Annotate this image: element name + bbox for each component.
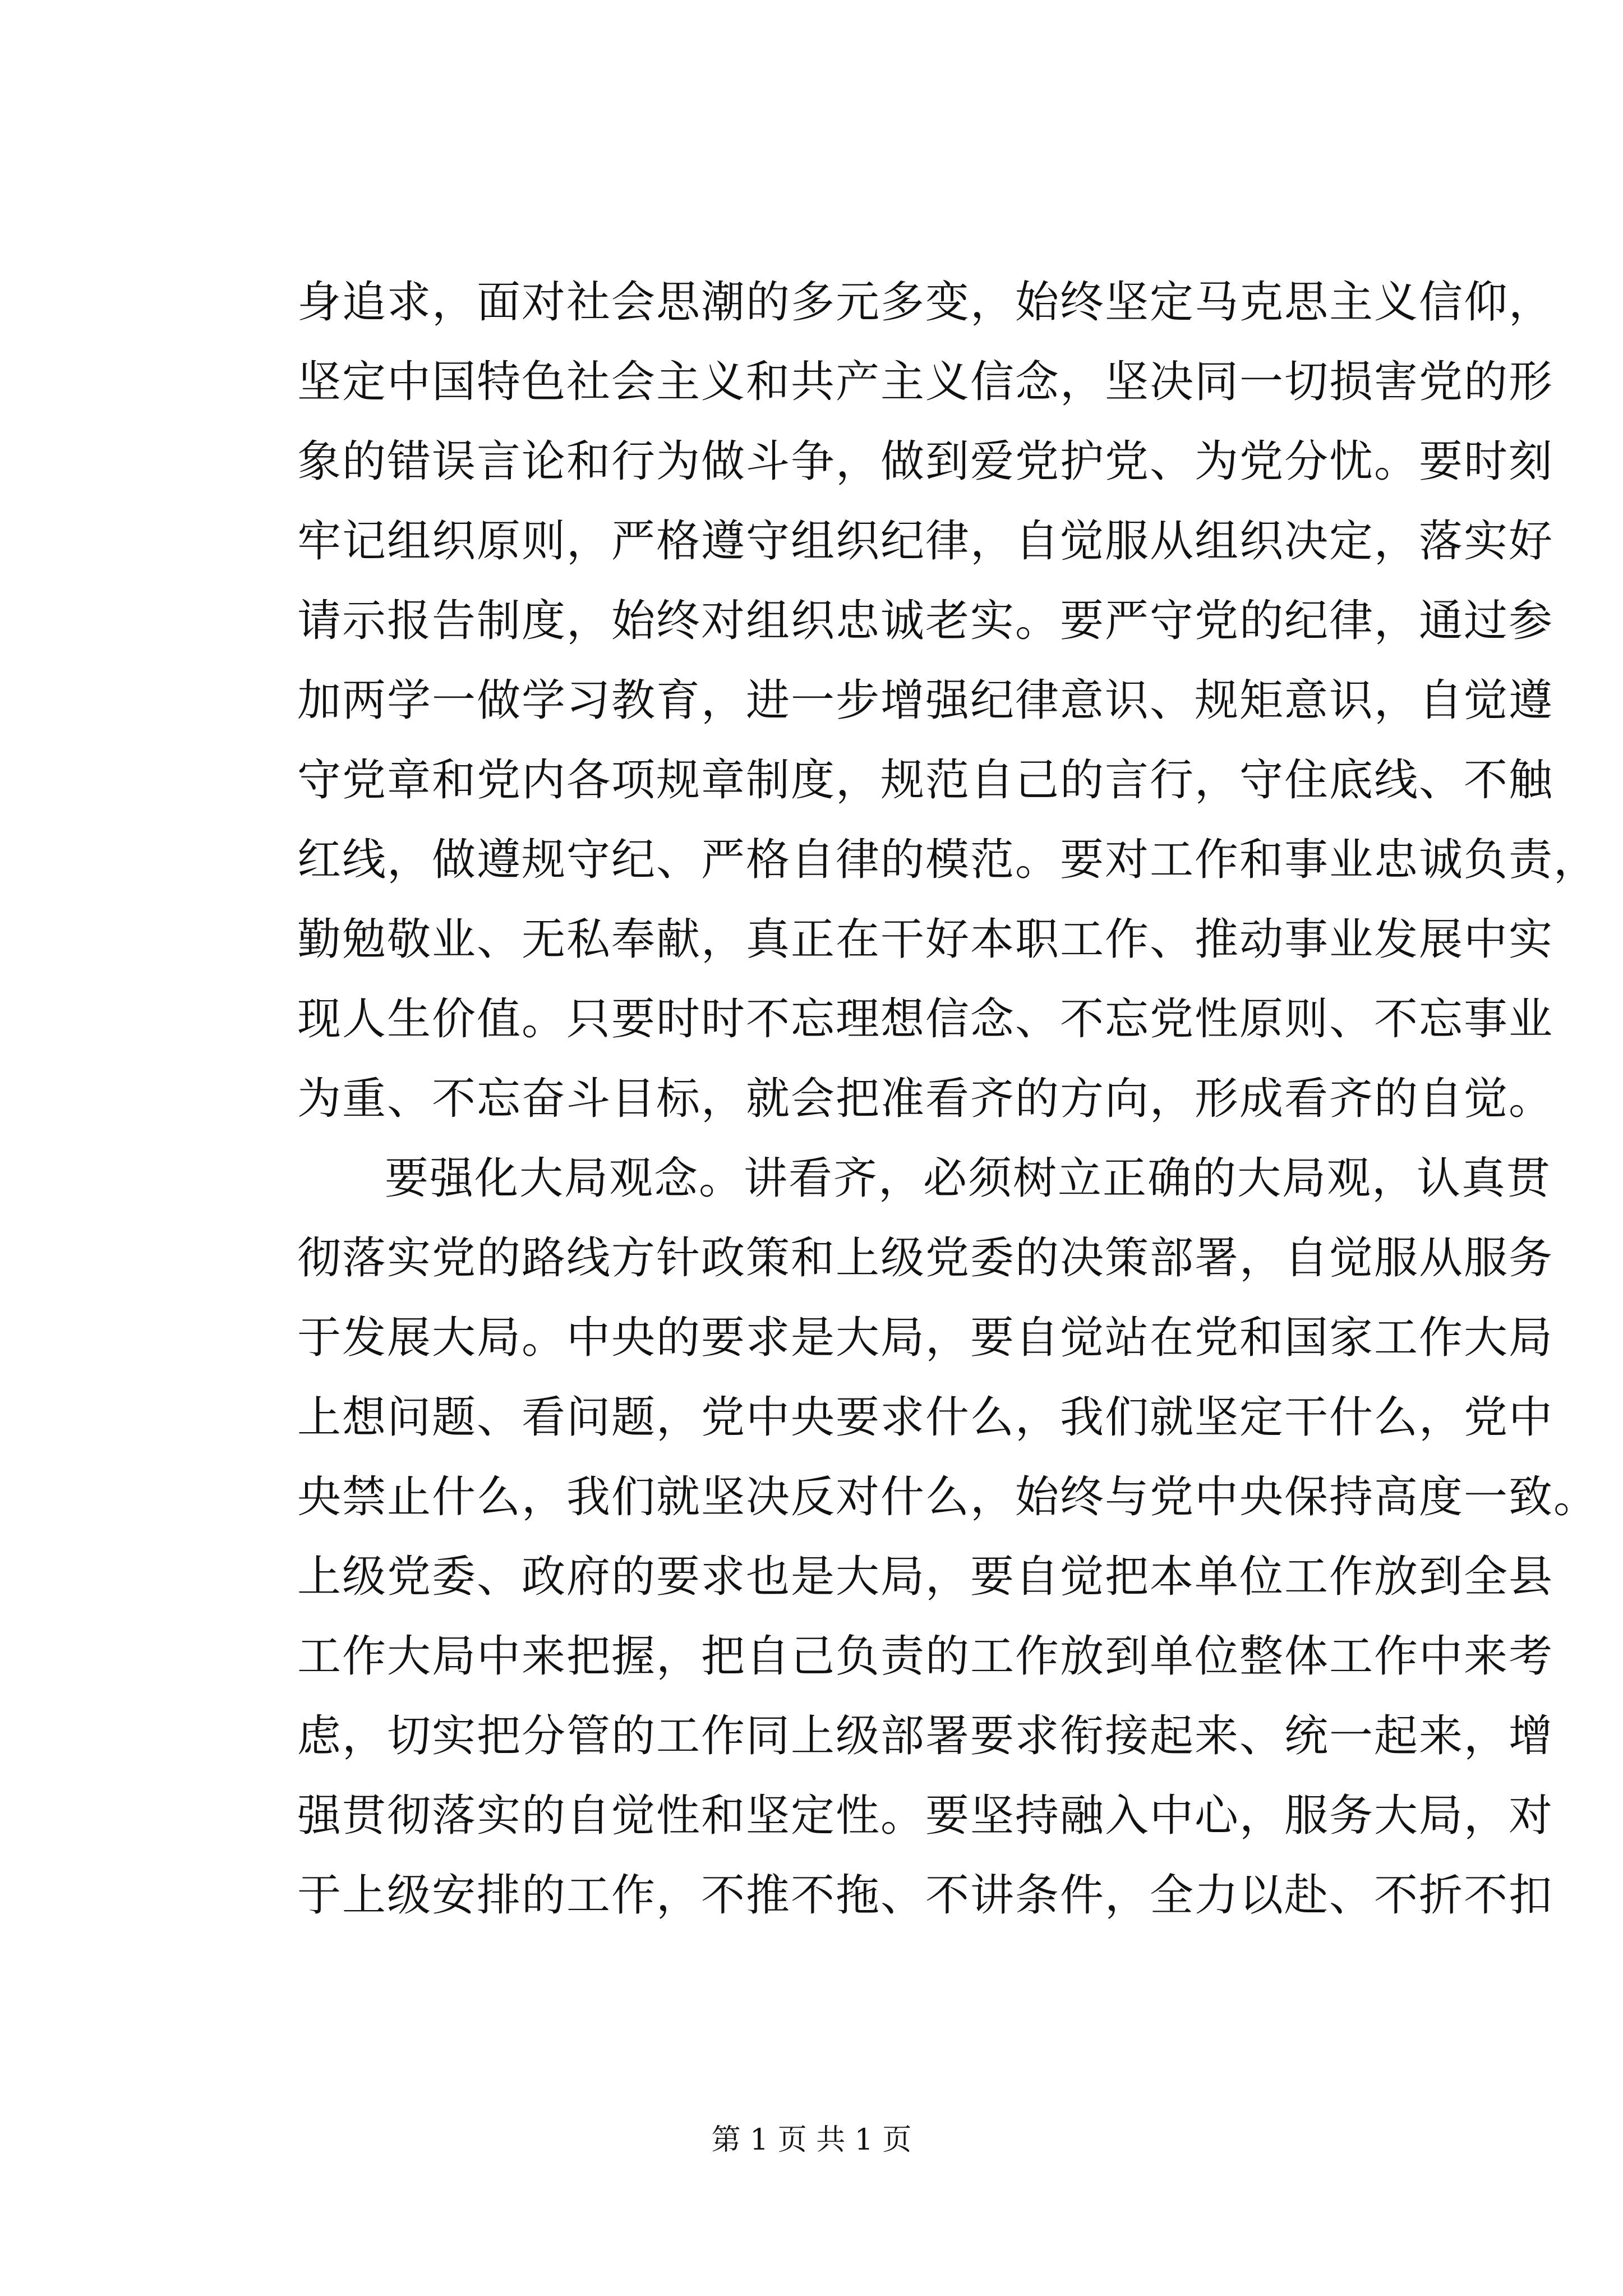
text-line: 勤勉敬业、无私奉献，真正在干好本职工作、推动事业发展中实 <box>297 914 1554 965</box>
text-line: 守党章和党内各项规章制度，规范自己的言行，守住底线、不触 <box>297 755 1554 806</box>
text-line: 加两学一做学习教育，进一步增强纪律意识、规矩意识，自觉遵 <box>297 675 1554 726</box>
body-text <box>297 263 1599 1935</box>
text-line: 工作大局中来把握，把自己负责的工作放到单位整体工作中来考 <box>297 1631 1554 1682</box>
text-line: 于上级安排的工作，不推不拖、不讲条件，全力以赴、不折不扣 <box>297 1870 1554 1921</box>
text-line: 现人生价值。只要时时不忘理想信念、不忘党性原则、不忘事业 <box>297 994 1554 1045</box>
text-line: 虑，切实把分管的工作同上级部署要求衔接起来、统一起来，增 <box>297 1711 1554 1761</box>
paragraph-start-line: 要强化大局观念。讲看齐，必须树立正确的大局观，认真贯 <box>385 1153 1552 1204</box>
text-line: 身追求，面对社会思潮的多元多变，始终坚定马克思主义信仰， <box>297 277 1554 328</box>
page-footer <box>0 2120 1623 2160</box>
text-line: 象的错误言论和行为做斗争，做到爱党护党、为党分忧。要时刻 <box>297 436 1554 487</box>
text-line: 请示报告制度，始终对组织忠诚老实。要严守党的纪律，通过参 <box>297 596 1554 646</box>
text-line: 上想问题、看问题，党中央要求什么，我们就坚定干什么，党中 <box>297 1392 1554 1443</box>
text-line: 牢记组织原则，严格遵守组织纪律，自觉服从组织决定，落实好 <box>297 516 1554 567</box>
text-line: 为重、不忘奋斗目标，就会把准看齐的方向，形成看齐的自觉。 <box>297 1074 1554 1124</box>
text-line: 彻落实党的路线方针政策和上级党委的决策部署，自觉服从服务 <box>297 1233 1554 1283</box>
text-line: 强贯彻落实的自觉性和坚定性。要坚持融入中心，服务大局，对 <box>297 1791 1554 1841</box>
text-line: 上级党委、政府的要求也是大局，要自觉把本单位工作放到全县 <box>297 1552 1554 1602</box>
text-line: 于发展大局。中央的要求是大局，要自觉站在党和国家工作大局 <box>297 1313 1554 1363</box>
text-line: 坚定中国特色社会主义和共产主义信念，坚决同一切损害党的形 <box>297 357 1554 407</box>
text-line: 红线，做遵规守纪、严格自律的模范。要对工作和事业忠诚负责， <box>297 835 1599 885</box>
text-line: 央禁止什么，我们就坚决反对什么，始终与党中央保持高度一致。 <box>297 1472 1599 1522</box>
page-number-label: 第 1 页 共 1 页 <box>711 2123 912 2157</box>
